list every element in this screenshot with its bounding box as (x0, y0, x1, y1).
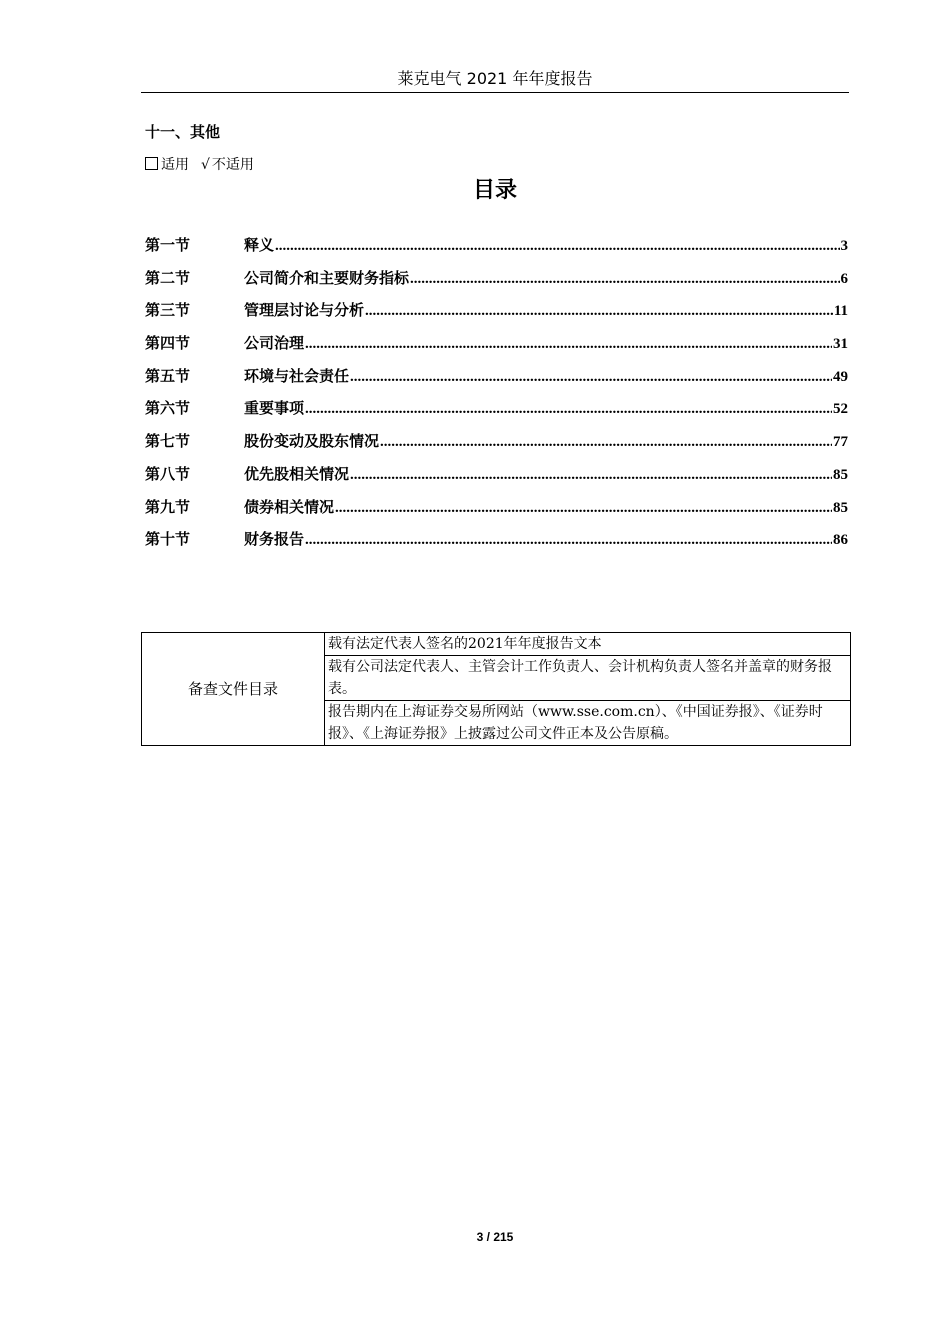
toc-leader-dots (335, 496, 832, 520)
section-heading: 十一、其他 (145, 123, 221, 141)
toc-leader-dots (380, 430, 832, 454)
toc-section-name: 公司简介和主要财务指标 (244, 268, 410, 287)
toc-page-number: 85 (833, 466, 848, 483)
applicability-options (145, 154, 254, 176)
toc-title: 目录 (472, 178, 517, 203)
toc-leader-dots (350, 463, 832, 487)
toc-leader-dots (410, 267, 839, 291)
toc-section-number: 第一节 (145, 236, 191, 254)
toc-section-name: 环境与社会责任 (244, 366, 350, 385)
toc-section-number: 第四节 (145, 334, 191, 353)
toc-entry[interactable] (145, 429, 848, 462)
toc-section-number: 第三节 (145, 301, 191, 320)
toc-entry[interactable] (145, 364, 848, 397)
page-number: 3 / 215 (476, 1230, 514, 1244)
toc-section-number: 第六节 (145, 399, 191, 418)
toc-section-name: 重要事项 (244, 399, 305, 418)
toc-leader-dots (275, 234, 839, 258)
toc-leader-dots (305, 397, 832, 421)
toc-page-number: 86 (833, 532, 848, 549)
toc-entry[interactable] (145, 266, 848, 299)
toc-section-number: 第二节 (145, 268, 191, 287)
toc-leader-dots (305, 332, 832, 356)
toc-page-number: 31 (833, 336, 848, 353)
toc-section-number: 第七节 (145, 432, 191, 451)
toc-section-number: 第八节 (145, 464, 191, 483)
table-row (142, 633, 851, 656)
toc-leader-dots (365, 299, 833, 323)
page-header (141, 66, 849, 93)
toc-page-number: 85 (833, 499, 848, 516)
option-not-applicable-label: 不适用 (211, 157, 254, 173)
option-applicable-label: 适用 (161, 157, 189, 173)
table-of-contents (145, 233, 848, 560)
reference-item-cell: 报告期内在上海证券交易所网站（www.sse.com.cn）、《中国证券报》、《证券时报》、《上海证券报》上披露过公司文件正本及公告原稿。 (325, 701, 851, 746)
toc-page-number: 52 (833, 401, 848, 418)
toc-entry[interactable] (145, 233, 848, 266)
toc-section-name: 公司治理 (244, 334, 305, 353)
header-title: 莱克电气 2021 年年度报告 (397, 69, 593, 88)
toc-leader-dots (350, 365, 832, 389)
toc-section-name: 释义 (244, 236, 275, 254)
toc-leader-dots (305, 528, 832, 552)
toc-section-name: 债券相关情况 (244, 497, 335, 516)
toc-section-name: 优先股相关情况 (244, 464, 350, 483)
checkbox-empty-icon (145, 157, 158, 170)
reference-label-cell: 备查文件目录 (142, 633, 325, 746)
reference-documents-table (141, 632, 851, 746)
toc-section-number: 第十节 (145, 530, 191, 549)
toc-entry[interactable] (145, 462, 848, 495)
toc-section-name: 财务报告 (244, 530, 305, 549)
check-mark-icon: √ (201, 157, 210, 173)
reference-item-cell: 载有法定代表人签名的2021年年度报告文本 (325, 633, 851, 656)
toc-entry[interactable] (145, 527, 848, 560)
toc-page-number: 77 (833, 434, 848, 451)
page-footer (0, 1230, 950, 1244)
toc-entry[interactable] (145, 495, 848, 528)
toc-section-name: 股份变动及股东情况 (244, 432, 380, 451)
toc-section-number: 第五节 (145, 366, 191, 385)
toc-page-number: 11 (833, 303, 848, 320)
toc-entry[interactable] (145, 396, 848, 429)
toc-section-name: 管理层讨论与分析 (244, 301, 365, 320)
toc-page-number: 49 (833, 368, 848, 385)
toc-entry[interactable] (145, 298, 848, 331)
toc-entry[interactable] (145, 331, 848, 364)
reference-item-cell: 载有公司法定代表人、主管会计工作负责人、会计机构负责人签名并盖章的财务报表。 (325, 656, 851, 701)
toc-page-number: 6 (840, 270, 848, 287)
toc-page-number: 3 (840, 238, 848, 254)
toc-section-number: 第九节 (145, 497, 191, 516)
